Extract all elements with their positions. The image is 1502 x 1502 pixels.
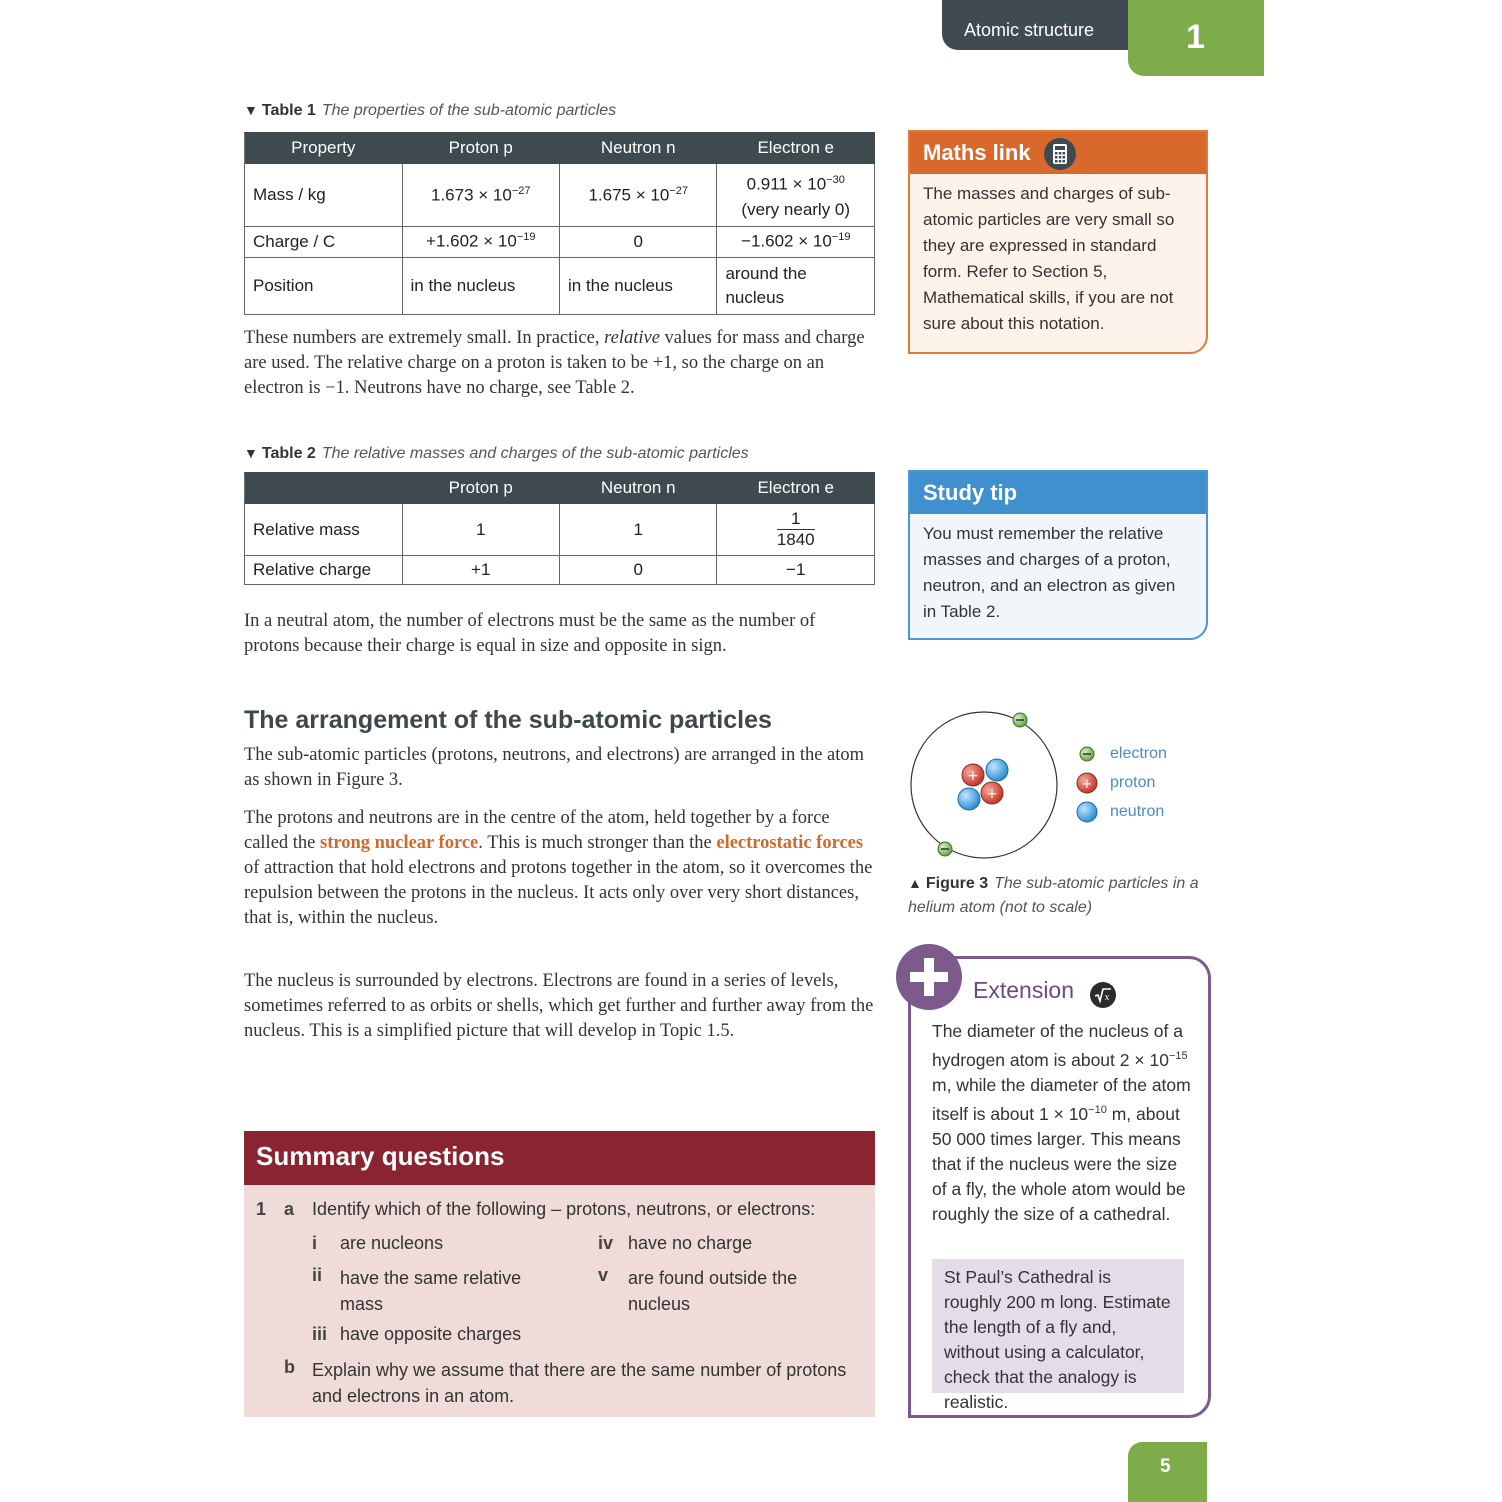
table1-caption [244,102,616,120]
triangle-down-icon: ▼ [244,445,258,461]
table-row [245,226,875,257]
section-tab [942,0,1130,50]
table-header-cell [245,473,403,504]
table-header-cell: Electron e [717,473,875,504]
neutron-particle [986,759,1008,781]
extension-task-text: St Paul’s Cathedral is roughly 200 m long. Estimate the length of a fly and, without using a calculator, check that the analogy is realistic. [944,1267,1171,1412]
maths-link-title: Maths link [923,140,1031,165]
question-1b-text: Explain why we assume that there are the same number of protons and electrons in an atom. [312,1360,847,1406]
table-cell [717,504,875,556]
paragraph-electron-levels: The nucleus is surrounded by electrons. Electrons are found in a series of levels, sometimes referred to as orbits or shells, which get further and further away from the nucleus. This is a simplified picture that will develop in Topic 1.5. [244,971,874,1041]
extension-text: The diameter of the nucleus of a hydrogen atom is about $2 \times 10^{-15}$ m, while the diameter of the atom itself is about $1 \times 10^{-10}$ m, about 50 000 times larger. This means that if the nucleus were the size of a fly, the whole atom would be roughly the size of a cathedral. [932,1021,1191,1224]
page-number-tab [1128,1442,1207,1502]
table-cell: −1 [717,556,875,585]
fraction: $\frac{1}{1840}$ [776,509,815,549]
page-number: 5 [1160,1456,1171,1477]
electron-particle [938,842,952,856]
table-cell: around the nucleus [717,257,875,314]
subquestion-text: are nucleons [340,1233,444,1253]
table-cell: 0 [559,556,717,585]
study-tip-text: You must remember the relative masses and charges of a proton, neutron, and an electron as given in Table 2. [923,524,1176,621]
subquestion-number: iii [312,1324,328,1344]
properties-table [244,132,875,315]
plus-icon [896,944,962,1010]
paragraph-neutral-atom: In a neutral atom, the number of electrons must be the same as the number of protons because their charge is equal in size and opposite in sign. [244,611,816,656]
table-row [245,164,875,227]
electron-particle [1013,713,1027,727]
subquestion-text: are found outside the nucleus [628,1268,798,1314]
svg-text:x: x [1104,993,1110,1003]
subquestion-number: ii [312,1265,323,1285]
table-header-cell: Proton p [402,133,559,164]
neutron-particle [958,788,980,810]
summary-questions [244,1185,875,1417]
extension-task-box [932,1259,1184,1412]
section-title: Atomic structure [964,20,1095,40]
extension-title: Extension [973,977,1075,1003]
figure3-label: Figure 3 [925,875,989,892]
calculator-icon [1043,137,1077,171]
legend-neutron-label: neutron [1110,803,1165,820]
table-header-cell: Neutron n [559,133,716,164]
table-cell: $+1.602 \times 10^{-19}$ [402,226,559,257]
study-tip-header [910,472,1206,514]
table-header-cell: Electron e [717,133,875,164]
paragraph-nuclear-force: The protons and neutrons are in the centre of the atom, held together by a force called the strong nuclear force. This is much stronger than the electrostatic forces of attraction that hold electrons and protons together in the atom, so it overcomes the repulsion between the protons in the nucleus. It acts only over very short distances, that is, within the nucleus. [244,808,873,928]
table-header-cell: Proton p [402,473,559,504]
table-header-cell: Property [245,133,403,164]
proton-particle [962,764,984,786]
section-heading: The arrangement of the sub-atomic particles [244,706,772,734]
table-header-row [245,133,875,164]
legend-proton-marker [1077,773,1097,793]
subquestion-number: v [598,1265,609,1285]
table1-caption-text: The properties of the sub-atomic particles [321,102,617,119]
legend-proton-label: proton [1110,774,1156,791]
sqrt-x-icon [1089,981,1117,1009]
summary-header [244,1131,875,1185]
keyword-electrostatic-forces[interactable]: electrostatic forces [716,833,864,853]
table2-caption-text: The relative masses and charges of the sub-atomic particles [321,445,749,462]
subquestion-text: have no charge [628,1233,753,1253]
figure3-caption [908,871,1208,920]
extension-box [908,956,1211,1418]
table-cell: Relative charge [245,556,403,585]
figure3-caption-text: The sub-atomic particles in a helium atom (not to scale) [908,875,1199,916]
subquestion-number: i [312,1233,318,1253]
table-cell: $1.673 \times 10^{-27}$ [402,164,559,227]
study-tip-box [908,470,1208,640]
question-letter: b [284,1357,295,1377]
study-tip-title: Study tip [923,480,1018,505]
triangle-up-icon: ▲ [908,875,922,891]
triangle-down-icon: ▼ [244,102,258,118]
table-row [245,556,875,585]
svg-text:+: + [986,786,998,802]
table-cell: Charge / C [245,226,403,257]
table1-label: Table 1 [261,102,316,119]
paragraph-relative-values: These numbers are extremely small. In practice, relative values for mass and charge are used. The relative charge on a proton is taken to be +1, so the charge on an electron is −1. Neutrons have no charge, see Table 2. [244,328,865,398]
table-cell: 0 [559,226,716,257]
table-cell: in the nucleus [402,257,559,314]
question-number: 1 [256,1199,267,1219]
table-cell: $0.911 \times 10^{-30}$ (very nearly 0) [717,164,875,227]
maths-link-box [908,130,1208,354]
table-header-row [245,473,875,504]
table-cell: in the nucleus [559,257,716,314]
chapter-number: 1 [1186,18,1205,56]
table-cell: 1 [402,504,559,556]
chapter-tab [1128,0,1264,76]
table2-label: Table 2 [261,445,316,462]
legend-electron-label: electron [1110,745,1167,762]
table-cell: Relative mass [245,504,403,556]
question-1a-text: Identify which of the following – protons, neutrons, or electrons: [312,1199,816,1219]
table-row [245,257,875,314]
table-cell: Position [245,257,403,314]
summary-title: Summary questions [256,1141,505,1171]
svg-text:+: + [1081,777,1093,792]
subquestion-text: have the same relative mass [340,1268,522,1314]
maths-link-header [910,132,1206,174]
table-cell: Mass / kg [245,164,403,227]
subquestion-number: iv [598,1233,614,1253]
table-cell: $-1.602 \times 10^{-19}$ [717,226,875,257]
legend-neutron-marker [1077,802,1097,822]
table-cell: +1 [402,556,559,585]
keyword-strong-nuclear-force[interactable]: strong nuclear force [320,833,479,853]
table-header-cell: Neutron n [559,473,717,504]
table-cell: 1 [559,504,717,556]
subquestion-text: have opposite charges [340,1324,522,1344]
table2-caption [244,445,749,463]
table-cell: $1.675 \times 10^{-27}$ [559,164,716,227]
maths-link-text: The masses and charges of sub-atomic particles are very small so they are expressed in standard form. Refer to Section 5, Mathematical skills, if you are not sure about this notation. [923,184,1175,333]
question-letter: a [284,1199,295,1219]
paragraph-arrangement: The sub-atomic particles (protons, neutrons, and electrons) are arranged in the atom as shown in Figure 3. [244,745,865,790]
proton-particle [981,782,1003,804]
svg-text:+: + [967,768,979,784]
table-row [245,504,875,556]
relative-table [244,472,875,585]
legend-electron-marker [1080,747,1094,761]
